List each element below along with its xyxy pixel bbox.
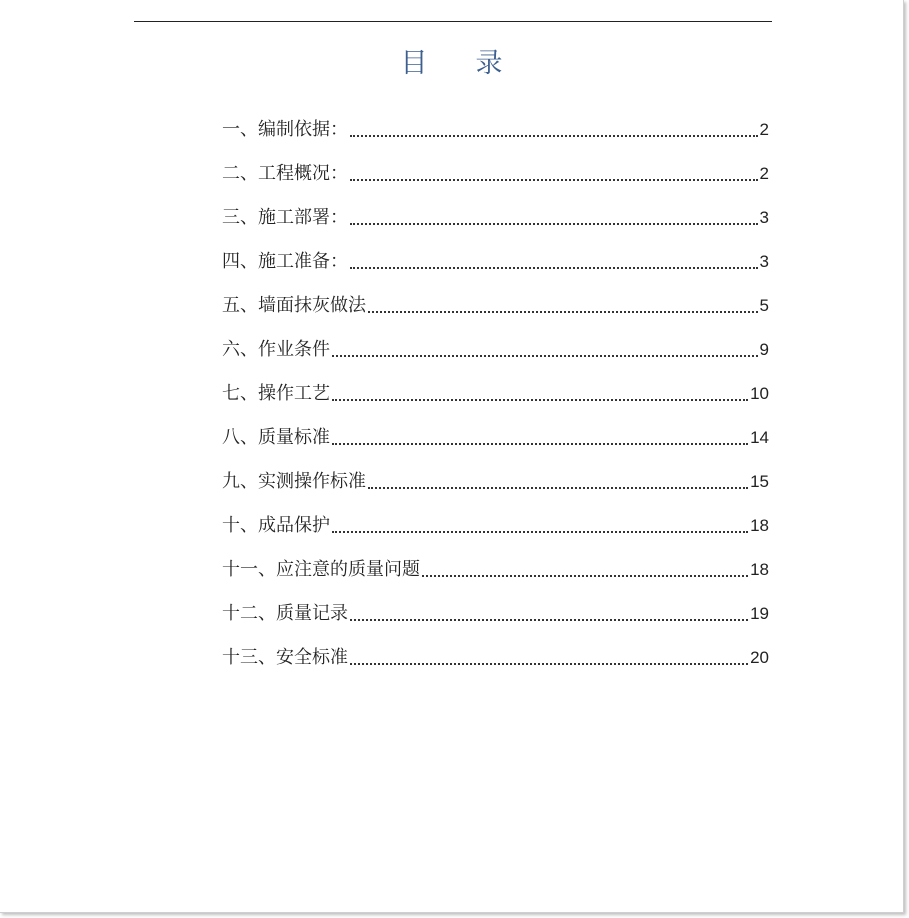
toc-page-number: 5 bbox=[759, 296, 769, 315]
toc-entry-label: 二、工程概况： bbox=[222, 163, 348, 184]
toc-page-number: 9 bbox=[759, 340, 769, 359]
toc-dot-leader bbox=[350, 663, 748, 665]
toc-page-number: 10 bbox=[750, 384, 769, 403]
toc-page-number: 18 bbox=[750, 560, 769, 579]
toc-dot-leader bbox=[422, 575, 748, 577]
toc-entry-4[interactable] bbox=[222, 232, 769, 276]
toc-entry-label: 四、施工准备： bbox=[222, 251, 348, 272]
toc-page-number: 18 bbox=[750, 516, 769, 535]
toc-dot-leader bbox=[350, 223, 758, 225]
header-rule bbox=[134, 21, 772, 22]
toc-dot-leader bbox=[332, 355, 758, 357]
toc-dot-leader bbox=[332, 443, 748, 445]
toc-entry-13[interactable] bbox=[222, 628, 769, 672]
toc-entry-3[interactable] bbox=[222, 188, 769, 232]
toc-entry-label: 十一、应注意的质量问题 bbox=[222, 559, 420, 580]
toc-entry-1[interactable] bbox=[222, 100, 769, 144]
toc-entry-label: 十二、质量记录 bbox=[222, 603, 348, 624]
toc-page-number: 2 bbox=[759, 120, 769, 139]
toc-page-number: 14 bbox=[750, 428, 769, 447]
toc-dot-leader bbox=[332, 399, 748, 401]
toc-page-number: 19 bbox=[750, 604, 769, 623]
toc-dot-leader bbox=[332, 531, 748, 533]
toc-entry-11[interactable] bbox=[222, 540, 769, 584]
toc-entry-label: 八、质量标准 bbox=[222, 427, 330, 448]
toc-page-number: 15 bbox=[750, 472, 769, 491]
toc-page-number: 3 bbox=[759, 208, 769, 227]
toc-dot-leader bbox=[350, 135, 758, 137]
toc-entry-10[interactable] bbox=[222, 496, 769, 540]
toc-entry-label: 十、成品保护 bbox=[222, 515, 330, 536]
toc-entry-label: 七、操作工艺 bbox=[222, 383, 330, 404]
toc-entry-label: 五、墙面抹灰做法 bbox=[222, 295, 366, 316]
toc-page-number: 3 bbox=[759, 252, 769, 271]
toc-entry-8[interactable] bbox=[222, 408, 769, 452]
toc-page-number: 20 bbox=[750, 648, 769, 667]
toc-entry-12[interactable] bbox=[222, 584, 769, 628]
toc-title: 目录 bbox=[400, 48, 551, 79]
table-of-contents bbox=[222, 100, 769, 672]
toc-entry-label: 六、作业条件 bbox=[222, 339, 330, 360]
toc-entry-label: 十三、安全标准 bbox=[222, 647, 348, 668]
toc-entry-9[interactable] bbox=[222, 452, 769, 496]
toc-entry-5[interactable] bbox=[222, 276, 769, 320]
toc-page-number: 2 bbox=[759, 164, 769, 183]
toc-entry-label: 九、实测操作标准 bbox=[222, 471, 366, 492]
toc-entry-label: 三、施工部署： bbox=[222, 207, 348, 228]
toc-dot-leader bbox=[368, 487, 748, 489]
toc-dot-leader bbox=[350, 267, 758, 269]
toc-dot-leader bbox=[350, 179, 758, 181]
toc-dot-leader bbox=[368, 311, 758, 313]
toc-entry-2[interactable] bbox=[222, 144, 769, 188]
toc-dot-leader bbox=[350, 619, 748, 621]
toc-entry-7[interactable] bbox=[222, 364, 769, 408]
toc-entry-6[interactable] bbox=[222, 320, 769, 364]
toc-entry-label: 一、编制依据： bbox=[222, 119, 348, 140]
